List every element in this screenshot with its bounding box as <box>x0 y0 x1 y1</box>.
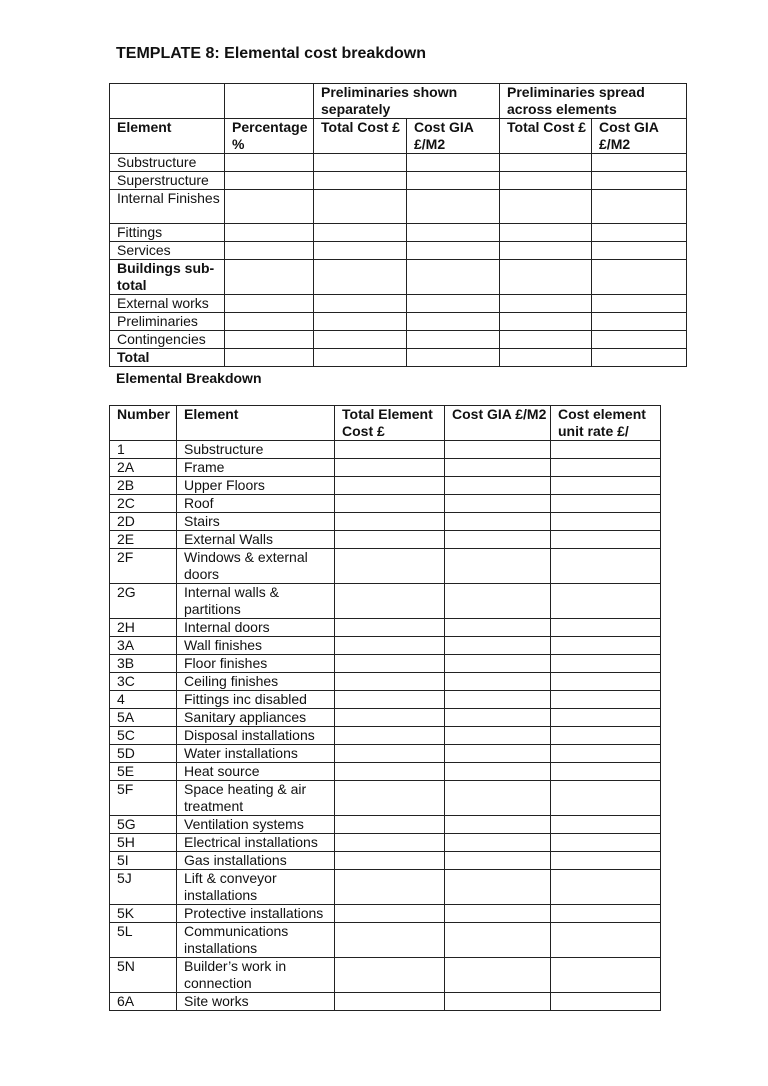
element-number: 1 <box>110 441 177 459</box>
value-cell[interactable] <box>551 495 661 513</box>
value-cell[interactable] <box>445 709 551 727</box>
table-row <box>110 993 661 1011</box>
header-total-cost-spread: Total Cost £ <box>500 119 592 154</box>
value-cell[interactable] <box>445 637 551 655</box>
value-cell[interactable] <box>335 459 445 477</box>
element-number: 5K <box>110 905 177 923</box>
value-cell[interactable] <box>445 727 551 745</box>
value-cell[interactable] <box>551 619 661 637</box>
value-cell[interactable] <box>551 923 661 958</box>
element-label: Disposal installations <box>177 727 335 745</box>
table-row <box>110 477 661 495</box>
table-row <box>110 441 661 459</box>
value-cell[interactable] <box>592 295 687 313</box>
value-cell[interactable] <box>335 441 445 459</box>
element-number: 4 <box>110 691 177 709</box>
element-number: 5C <box>110 727 177 745</box>
table-row <box>110 816 661 834</box>
value-cell[interactable] <box>592 260 687 295</box>
element-label: Windows & external doors <box>177 549 335 584</box>
element-number: 5L <box>110 923 177 958</box>
table-row <box>110 459 661 477</box>
value-cell[interactable] <box>314 190 407 224</box>
table-row <box>110 763 661 781</box>
element-label: Floor finishes <box>177 655 335 673</box>
element-number: 2C <box>110 495 177 513</box>
value-cell[interactable] <box>551 781 661 816</box>
value-cell[interactable] <box>445 958 551 993</box>
value-cell[interactable] <box>225 295 314 313</box>
value-cell[interactable] <box>445 459 551 477</box>
value-cell[interactable] <box>225 224 314 242</box>
value-cell[interactable] <box>225 154 314 172</box>
header-total-element-cost: Total Element Cost £ <box>335 406 445 441</box>
value-cell[interactable] <box>551 691 661 709</box>
table-row <box>110 495 661 513</box>
header-percentage: Percentage % <box>225 119 314 154</box>
header-element: Element <box>177 406 335 441</box>
element-number: 5H <box>110 834 177 852</box>
header-cost-gia: Cost GIA £/M2 <box>445 406 551 441</box>
element-number: 5E <box>110 763 177 781</box>
value-cell[interactable] <box>592 331 687 349</box>
table-row <box>110 349 687 367</box>
value-cell[interactable] <box>445 852 551 870</box>
header-cost-gia-separate: Cost GIA £/M2 <box>407 119 500 154</box>
element-number: 3A <box>110 637 177 655</box>
value-cell[interactable] <box>445 816 551 834</box>
table-row <box>110 958 661 993</box>
table-row <box>110 172 687 190</box>
value-cell[interactable] <box>314 349 407 367</box>
header-preliminaries-separate: Preliminaries shown separately <box>314 84 500 119</box>
value-cell[interactable] <box>445 870 551 905</box>
value-cell[interactable] <box>551 905 661 923</box>
value-cell[interactable] <box>500 224 592 242</box>
element-number: 3B <box>110 655 177 673</box>
header-unit-rate: Cost element unit rate £/ <box>551 406 661 441</box>
value-cell[interactable] <box>225 242 314 260</box>
value-cell[interactable] <box>551 655 661 673</box>
value-cell[interactable] <box>592 313 687 331</box>
value-cell[interactable] <box>335 691 445 709</box>
element-label: External Walls <box>177 531 335 549</box>
element-label: Lift & conveyor installations <box>177 870 335 905</box>
value-cell[interactable] <box>551 834 661 852</box>
value-cell[interactable] <box>335 993 445 1011</box>
value-cell[interactable] <box>500 349 592 367</box>
value-cell[interactable] <box>500 154 592 172</box>
element-label: Buildings sub-total <box>110 260 225 295</box>
value-cell[interactable] <box>335 781 445 816</box>
value-cell[interactable] <box>500 242 592 260</box>
header-cost-gia-spread: Cost GIA £/M2 <box>592 119 687 154</box>
value-cell[interactable] <box>500 190 592 224</box>
value-cell[interactable] <box>551 993 661 1011</box>
element-number: 2A <box>110 459 177 477</box>
value-cell[interactable] <box>314 295 407 313</box>
value-cell[interactable] <box>500 331 592 349</box>
value-cell[interactable] <box>551 870 661 905</box>
section-heading-elemental-breakdown: Elemental Breakdown <box>116 370 262 386</box>
table-row <box>110 923 661 958</box>
element-number: 5N <box>110 958 177 993</box>
value-cell[interactable] <box>407 172 500 190</box>
value-cell[interactable] <box>407 224 500 242</box>
table-row <box>110 637 661 655</box>
table-row <box>110 709 661 727</box>
value-cell[interactable] <box>335 958 445 993</box>
value-cell[interactable] <box>314 172 407 190</box>
value-cell[interactable] <box>314 154 407 172</box>
table-row <box>110 224 687 242</box>
table-row <box>110 260 687 295</box>
table-row <box>110 852 661 870</box>
element-label: Stairs <box>177 513 335 531</box>
table-row <box>110 154 687 172</box>
table-header-row <box>110 119 687 154</box>
value-cell[interactable] <box>407 154 500 172</box>
value-cell[interactable] <box>500 295 592 313</box>
table-row <box>110 313 687 331</box>
value-cell[interactable] <box>335 673 445 691</box>
element-label: Space heating & air treatment <box>177 781 335 816</box>
value-cell[interactable] <box>407 295 500 313</box>
value-cell[interactable] <box>500 313 592 331</box>
element-number: 5J <box>110 870 177 905</box>
element-label: Substructure <box>177 441 335 459</box>
header-element: Element <box>110 119 225 154</box>
value-cell[interactable] <box>445 584 551 619</box>
value-cell[interactable] <box>335 852 445 870</box>
element-label: Protective installations <box>177 905 335 923</box>
header-total-cost-separate: Total Cost £ <box>314 119 407 154</box>
value-cell[interactable] <box>335 655 445 673</box>
value-cell[interactable] <box>335 619 445 637</box>
value-cell[interactable] <box>445 993 551 1011</box>
element-label: External works <box>110 295 225 313</box>
element-label: Ventilation systems <box>177 816 335 834</box>
value-cell[interactable] <box>407 242 500 260</box>
value-cell[interactable] <box>445 549 551 584</box>
element-label: Fittings <box>110 224 225 242</box>
table-row <box>110 870 661 905</box>
table-row <box>110 295 687 313</box>
element-number: 2D <box>110 513 177 531</box>
element-label: Internal doors <box>177 619 335 637</box>
value-cell[interactable] <box>407 190 500 224</box>
value-cell[interactable] <box>225 313 314 331</box>
value-cell[interactable] <box>551 531 661 549</box>
table-row <box>110 905 661 923</box>
value-cell[interactable] <box>551 549 661 584</box>
element-label: Ceiling finishes <box>177 673 335 691</box>
value-cell[interactable] <box>335 905 445 923</box>
value-cell[interactable] <box>445 513 551 531</box>
value-cell[interactable] <box>445 655 551 673</box>
element-label: Gas installations <box>177 852 335 870</box>
element-number: 2F <box>110 549 177 584</box>
value-cell[interactable] <box>445 441 551 459</box>
element-label: Total <box>110 349 225 367</box>
header-preliminaries-spread: Preliminaries spread across elements <box>500 84 687 119</box>
element-number: 5I <box>110 852 177 870</box>
value-cell[interactable] <box>551 459 661 477</box>
value-cell[interactable] <box>445 781 551 816</box>
value-cell[interactable] <box>335 709 445 727</box>
value-cell[interactable] <box>592 172 687 190</box>
value-cell[interactable] <box>551 816 661 834</box>
value-cell[interactable] <box>225 190 314 224</box>
element-number: 5F <box>110 781 177 816</box>
value-cell[interactable] <box>551 477 661 495</box>
table-row <box>110 513 661 531</box>
value-cell[interactable] <box>551 709 661 727</box>
element-label: Upper Floors <box>177 477 335 495</box>
page-title: TEMPLATE 8: Elemental cost breakdown <box>116 45 426 62</box>
element-label: Roof <box>177 495 335 513</box>
value-cell[interactable] <box>551 763 661 781</box>
table-row <box>110 781 661 816</box>
table-row <box>110 727 661 745</box>
value-cell[interactable] <box>592 224 687 242</box>
value-cell[interactable] <box>445 905 551 923</box>
element-label: Preliminaries <box>110 313 225 331</box>
value-cell[interactable] <box>592 190 687 224</box>
element-label: Sanitary appliances <box>177 709 335 727</box>
element-number: 6A <box>110 993 177 1011</box>
value-cell[interactable] <box>551 513 661 531</box>
value-cell[interactable] <box>500 172 592 190</box>
header-number: Number <box>110 406 177 441</box>
value-cell[interactable] <box>551 673 661 691</box>
value-cell[interactable] <box>314 313 407 331</box>
value-cell[interactable] <box>592 242 687 260</box>
value-cell[interactable] <box>445 477 551 495</box>
element-label: Builder’s work in connection <box>177 958 335 993</box>
element-number: 5G <box>110 816 177 834</box>
value-cell[interactable] <box>445 531 551 549</box>
element-label: Services <box>110 242 225 260</box>
value-cell[interactable] <box>445 619 551 637</box>
element-label: Internal walls & partitions <box>177 584 335 619</box>
value-cell[interactable] <box>335 763 445 781</box>
element-label: Frame <box>177 459 335 477</box>
element-number: 2H <box>110 619 177 637</box>
table-row <box>110 834 661 852</box>
value-cell[interactable] <box>445 834 551 852</box>
value-cell[interactable] <box>314 260 407 295</box>
value-cell[interactable] <box>407 331 500 349</box>
table-row <box>110 673 661 691</box>
value-cell[interactable] <box>314 331 407 349</box>
value-cell[interactable] <box>551 852 661 870</box>
value-cell[interactable] <box>335 870 445 905</box>
value-cell[interactable] <box>551 441 661 459</box>
value-cell[interactable] <box>335 549 445 584</box>
value-cell[interactable] <box>335 923 445 958</box>
table-row <box>110 190 687 224</box>
table-row <box>110 745 661 763</box>
value-cell[interactable] <box>335 477 445 495</box>
element-label: Electrical installations <box>177 834 335 852</box>
table-row <box>110 331 687 349</box>
value-cell[interactable] <box>551 584 661 619</box>
value-cell[interactable] <box>445 923 551 958</box>
value-cell[interactable] <box>335 637 445 655</box>
value-cell[interactable] <box>445 763 551 781</box>
elemental-breakdown-table <box>109 405 661 1011</box>
element-label: Internal Finishes <box>110 190 225 224</box>
element-number: 2G <box>110 584 177 619</box>
value-cell[interactable] <box>551 745 661 763</box>
element-label: Substructure <box>110 154 225 172</box>
value-cell[interactable] <box>407 349 500 367</box>
value-cell[interactable] <box>335 745 445 763</box>
value-cell[interactable] <box>314 242 407 260</box>
element-number: 5D <box>110 745 177 763</box>
value-cell[interactable] <box>335 531 445 549</box>
value-cell[interactable] <box>551 958 661 993</box>
value-cell[interactable] <box>335 495 445 513</box>
value-cell[interactable] <box>445 495 551 513</box>
value-cell[interactable] <box>225 331 314 349</box>
value-cell[interactable] <box>335 513 445 531</box>
value-cell[interactable] <box>551 727 661 745</box>
value-cell[interactable] <box>314 224 407 242</box>
element-label: Contingencies <box>110 331 225 349</box>
value-cell[interactable] <box>445 673 551 691</box>
element-label: Communications installations <box>177 923 335 958</box>
element-label: Superstructure <box>110 172 225 190</box>
element-number: 5A <box>110 709 177 727</box>
value-cell[interactable] <box>225 260 314 295</box>
value-cell[interactable] <box>445 691 551 709</box>
value-cell[interactable] <box>407 260 500 295</box>
table-header-row <box>110 406 661 441</box>
table-header-group-row <box>110 84 687 119</box>
element-label: Wall finishes <box>177 637 335 655</box>
element-label: Fittings inc disabled <box>177 691 335 709</box>
table-row <box>110 691 661 709</box>
value-cell[interactable] <box>335 816 445 834</box>
element-number: 2E <box>110 531 177 549</box>
element-number: 3C <box>110 673 177 691</box>
table-row <box>110 549 661 584</box>
cost-breakdown-table <box>109 83 687 367</box>
table-row <box>110 619 661 637</box>
value-cell[interactable] <box>500 260 592 295</box>
table-row <box>110 242 687 260</box>
element-label: Heat source <box>177 763 335 781</box>
value-cell[interactable] <box>225 172 314 190</box>
value-cell[interactable] <box>445 745 551 763</box>
table-row <box>110 584 661 619</box>
element-label: Water installations <box>177 745 335 763</box>
element-label: Site works <box>177 993 335 1011</box>
value-cell[interactable] <box>335 584 445 619</box>
table-row <box>110 531 661 549</box>
value-cell[interactable] <box>592 349 687 367</box>
table-row <box>110 655 661 673</box>
value-cell[interactable] <box>592 154 687 172</box>
value-cell[interactable] <box>551 637 661 655</box>
value-cell[interactable] <box>335 727 445 745</box>
value-cell[interactable] <box>407 313 500 331</box>
element-number: 2B <box>110 477 177 495</box>
value-cell[interactable] <box>335 834 445 852</box>
value-cell[interactable] <box>225 349 314 367</box>
